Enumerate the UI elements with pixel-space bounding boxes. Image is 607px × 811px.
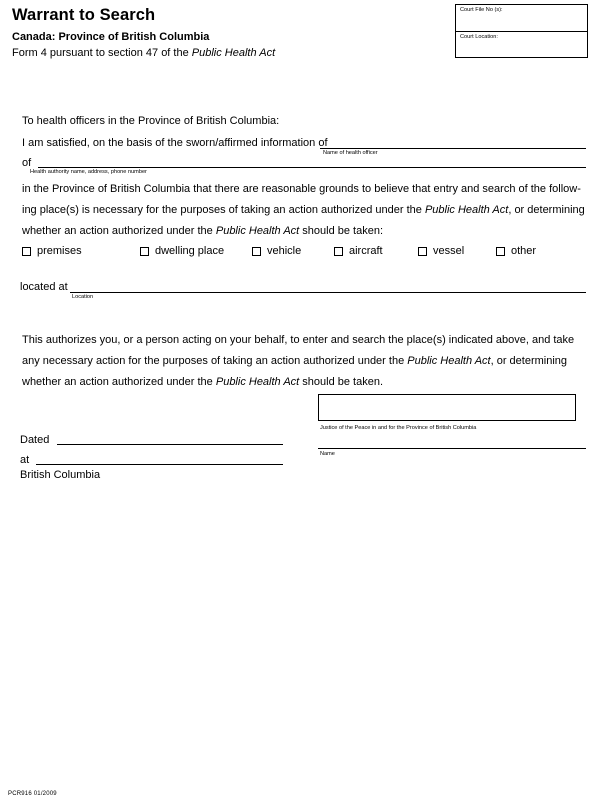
grounds-paragraph (22, 179, 586, 242)
checkbox-premises[interactable] (22, 246, 82, 257)
authorize-part-1: This authorizes you, or a person acting on your behalf, to enter and search the place(s) indicated above, and take any necessary action for the purposes of taking an action authorized under the (22, 334, 575, 367)
court-location-field[interactable] (456, 31, 587, 57)
document-footer-code: PCR916 01/2009 (8, 791, 57, 797)
grounds-part-3: should be taken: (299, 225, 384, 237)
checkbox-vehicle[interactable] (252, 246, 301, 257)
health-authority-input[interactable] (38, 167, 586, 168)
checkbox-dwelling-place-label: dwelling place (155, 245, 225, 257)
health-authority-caption: Health authority name, address, phone number (30, 169, 147, 175)
court-file-no-label: Court File No (s): (460, 7, 503, 13)
justice-signature-input[interactable] (318, 394, 576, 421)
checkbox-vehicle-label: vehicle (267, 245, 302, 257)
dated-input[interactable] (57, 444, 283, 445)
checkbox-vessel-box[interactable] (418, 247, 427, 256)
form-line-prefix: Form 4 pursuant to section 47 of the (12, 46, 192, 59)
justice-name-caption: Name (320, 451, 335, 457)
checkbox-dwelling-place[interactable] (140, 246, 224, 257)
located-at-label: located at (20, 281, 68, 293)
satisfied-statement: I am satisfied, on the basis of the sworn/affirmed information of (22, 137, 328, 149)
checkbox-vessel[interactable] (418, 246, 464, 257)
health-officer-name-input[interactable] (320, 148, 586, 149)
form-line-act-name: Public Health Act (191, 46, 276, 59)
health-officer-name-caption: Name of health officer (323, 150, 378, 156)
justice-name-input[interactable] (318, 448, 586, 449)
checkbox-dwelling-place-box[interactable] (140, 247, 149, 256)
page-title: Warrant to Search (12, 6, 156, 24)
document-subtitle: Canada: Province of British Columbia (12, 31, 210, 44)
justice-of-the-peace-caption: Justice of the Peace in and for the Province of British Columbia (320, 425, 477, 431)
authorize-act-2: Public Health Act (215, 376, 300, 388)
place-type-checkbox-group (0, 246, 607, 266)
checkbox-premises-box[interactable] (22, 247, 31, 256)
court-location-label: Court Location: (460, 34, 498, 40)
grounds-part-2: , or determining whether an action authorized under the (22, 204, 585, 237)
grounds-act-1: Public Health Act (424, 204, 509, 216)
document-form-reference (12, 46, 432, 61)
checkbox-other-box[interactable] (496, 247, 505, 256)
grounds-part-1: in the Province of British Columbia that there are reasonable grounds to believe that entry and search of the follow-ing place(s) is necessary for the purposes of taking an action authorized under the (22, 183, 581, 216)
court-file-no-field[interactable] (456, 5, 587, 31)
court-info-box (455, 4, 588, 58)
at-label: at (20, 454, 30, 466)
checkbox-vessel-label: vessel (433, 245, 465, 257)
province-label: British Columbia (20, 469, 101, 481)
checkbox-other-label: other (511, 245, 537, 257)
location-caption: Location (72, 294, 94, 300)
location-input[interactable] (70, 292, 586, 293)
checkbox-aircraft-box[interactable] (334, 247, 343, 256)
checkbox-aircraft-label: aircraft (349, 245, 383, 257)
authorize-act-1: Public Health Act (407, 355, 491, 367)
checkbox-vehicle-box[interactable] (252, 247, 261, 256)
checkbox-other[interactable] (496, 246, 536, 257)
of-label: of (22, 157, 32, 169)
authorization-paragraph (22, 330, 586, 393)
checkbox-premises-label: premises (37, 245, 82, 257)
at-location-input[interactable] (36, 464, 283, 465)
authorize-part-3: should be taken. (299, 376, 384, 388)
authorize-part-2: , or determining whether an action authorized under the (22, 355, 568, 388)
document-header (12, 6, 432, 61)
salutation-text: To health officers in the Province of British Columbia: (22, 115, 280, 127)
checkbox-aircraft[interactable] (334, 246, 383, 257)
grounds-act-2: Public Health Act (215, 225, 300, 237)
dated-label: Dated (20, 434, 50, 446)
